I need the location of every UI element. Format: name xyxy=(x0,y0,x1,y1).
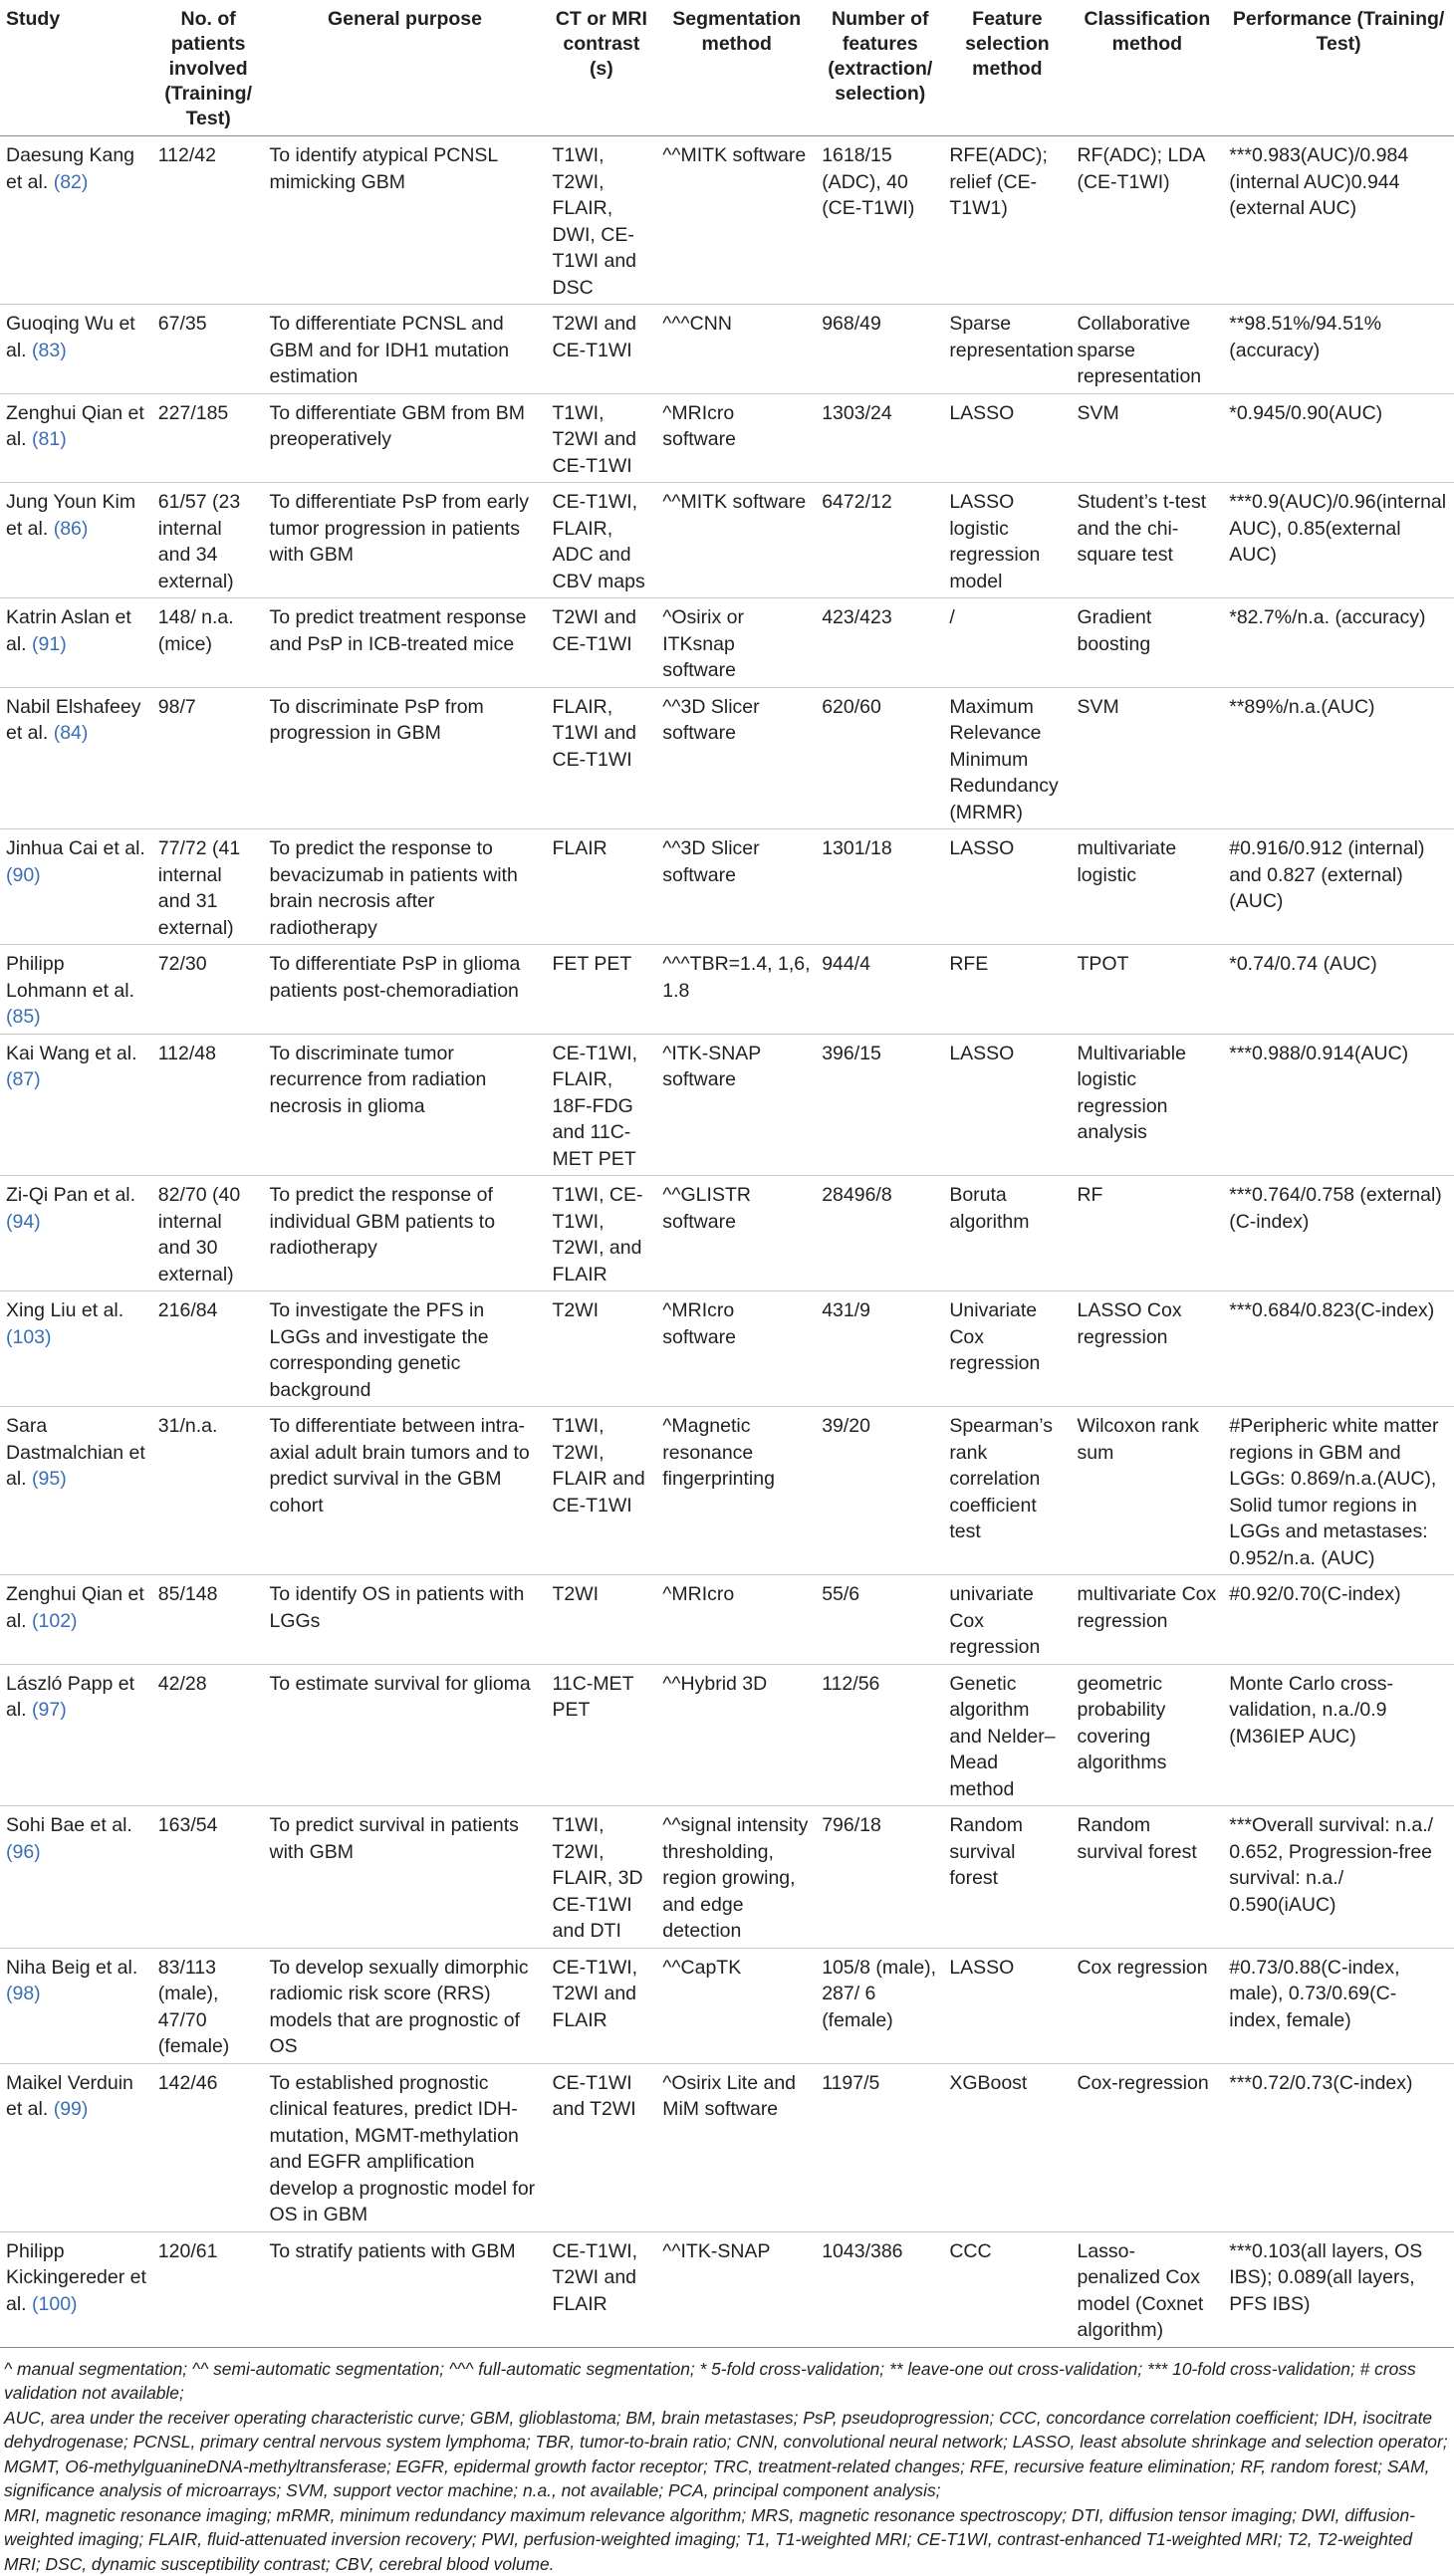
cell-purpose: To predict survival in patients with GBM xyxy=(264,1806,547,1949)
table-row xyxy=(0,598,1454,688)
cell-purpose: To predict the response of individual GBM patients to radiotherapy xyxy=(264,1176,547,1291)
cell-classification: LASSO Cox regression xyxy=(1071,1291,1223,1407)
cell-contrast: CE-T1WI, T2WI and FLAIR xyxy=(547,1948,657,2063)
cell-classification: RF(ADC); LDA (CE-T1WI) xyxy=(1071,136,1223,305)
cell-features: 796/18 xyxy=(817,1806,943,1949)
header-row xyxy=(0,0,1454,136)
cell-classification: Gradient boosting xyxy=(1071,598,1223,688)
cell-performance: *0.945/0.90(AUC) xyxy=(1223,393,1454,483)
cell-feature-selection: RFE xyxy=(943,945,1071,1035)
cell-purpose: To discriminate PsP from progression in GBM xyxy=(264,687,547,829)
cell-contrast: T2WI and CE-T1WI xyxy=(547,305,657,394)
cell-features: 968/49 xyxy=(817,305,943,394)
cell-contrast: CE-T1WI and T2WI xyxy=(547,2063,657,2231)
cell-contrast: T2WI xyxy=(547,1291,657,1407)
cell-feature-selection: Genetic algorithm and Nelder–Mead method xyxy=(943,1664,1071,1806)
reference-link[interactable]: (97) xyxy=(32,1699,67,1721)
reference-link[interactable]: (91) xyxy=(32,633,67,655)
cell-segmentation: ^Magnetic resonance fingerprinting xyxy=(656,1407,817,1575)
study-author: Sohi Bae et al. xyxy=(6,1814,132,1836)
study-author: Jung Youn Kim et al. xyxy=(6,491,135,540)
cell-segmentation: ^MRIcro software xyxy=(656,1291,817,1407)
cell-study xyxy=(0,829,153,945)
cell-classification: multivariate Cox regression xyxy=(1071,1575,1223,1665)
cell-performance: ***0.988/0.914(AUC) xyxy=(1223,1034,1454,1176)
study-author: Zi-Qi Pan et al. xyxy=(6,1184,135,1206)
table-row xyxy=(0,1034,1454,1176)
cell-classification: Cox regression xyxy=(1071,1948,1223,2063)
cell-performance: ***Overall survival: n.a./ 0.652, Progression-free survival: n.a./ 0.590(iAUC) xyxy=(1223,1806,1454,1949)
cell-study xyxy=(0,598,153,688)
cell-contrast: CE-T1WI, FLAIR, ADC and CBV maps xyxy=(547,483,657,598)
reference-link[interactable]: (96) xyxy=(6,1841,41,1863)
study-author: László Papp et al. xyxy=(6,1673,134,1722)
cell-patients: 67/35 xyxy=(153,305,264,394)
cell-features: 423/423 xyxy=(817,598,943,688)
cell-study xyxy=(0,1291,153,1407)
cell-patients: 163/54 xyxy=(153,1806,264,1949)
cell-patients: 98/7 xyxy=(153,687,264,829)
reference-link[interactable]: (83) xyxy=(32,340,67,361)
cell-segmentation: ^^signal intensity thresholding, region growing, and edge detection xyxy=(656,1806,817,1949)
cell-performance: ***0.103(all layers, OS IBS); 0.089(all layers, PFS IBS) xyxy=(1223,2231,1454,2347)
cell-study xyxy=(0,393,153,483)
table-body xyxy=(0,136,1454,2348)
table-row xyxy=(0,483,1454,598)
reference-link[interactable]: (90) xyxy=(6,864,41,886)
cell-patients: 148/ n.a.(mice) xyxy=(153,598,264,688)
table-row xyxy=(0,1575,1454,1665)
cell-segmentation: ^^CapTK xyxy=(656,1948,817,2063)
header-features: Number of features (extraction/ selection) xyxy=(817,0,943,136)
cell-patients: 112/42 xyxy=(153,136,264,305)
cell-features: 1303/24 xyxy=(817,393,943,483)
footnote-symbols: ^ manual segmentation; ^^ semi-automatic segmentation; ^^^ full-automatic segmentation; * 5-fold cross-validation; ** leave-one out cross-validation; *** 10-fold cross-validation; # cross validation not available; xyxy=(4,2357,1450,2406)
cell-purpose: To estimate survival for glioma xyxy=(264,1664,547,1806)
cell-purpose: To discriminate tumor recurrence from radiation necrosis in glioma xyxy=(264,1034,547,1176)
header-contrast: CT or MRI contrast (s) xyxy=(547,0,657,136)
cell-segmentation: ^^3D Slicer software xyxy=(656,829,817,945)
cell-classification: Wilcoxon rank sum xyxy=(1071,1407,1223,1575)
reference-link[interactable]: (82) xyxy=(54,171,89,193)
cell-patients: 142/46 xyxy=(153,2063,264,2231)
cell-contrast: T1WI, CE-T1WI, T2WI, and FLAIR xyxy=(547,1176,657,1291)
cell-performance: *0.74/0.74 (AUC) xyxy=(1223,945,1454,1035)
reference-link[interactable]: (100) xyxy=(32,2293,78,2315)
cell-features: 431/9 xyxy=(817,1291,943,1407)
cell-segmentation: ^Osirix or ITKsnap software xyxy=(656,598,817,688)
cell-study xyxy=(0,136,153,305)
cell-contrast: FLAIR xyxy=(547,829,657,945)
study-author: Zenghui Qian et al. xyxy=(6,402,144,451)
cell-performance: **98.51%/94.51% (accuracy) xyxy=(1223,305,1454,394)
reference-link[interactable]: (99) xyxy=(54,2098,89,2120)
cell-performance: #Peripheric white matter regions in GBM and LGGs: 0.869/n.a.(AUC), Solid tumor regions in LGGs and metastases: 0.952/n.a. (AUC) xyxy=(1223,1407,1454,1575)
footnote-abbreviations: AUC, area under the receiver operating characteristic curve; GBM, glioblastoma; BM, brain metastases; PsP, pseudoprogression; CCC, concordance correlation coefficient; IDH, isocitrate dehydrogenase; PCNSL, primary central nervous system lymphoma; TBR, tumor-to-brain ratio; CNN, convolutional neural network; LASSO, least absolute shrinkage and selection operator; MGMT, O6-methylguanineDNA-methyltransferase; EGFR, epidermal growth factor receptor; TRC, treatment-related changes; RFE, recursive feature elimination; RF, random forest; SAM, significance analysis of microarrays; SVM, support vector machine; n.a., not available; PCA, principal component analysis; xyxy=(4,2406,1450,2503)
study-author: Nabil Elshafeey et al. xyxy=(6,696,141,745)
cell-segmentation: ^ITK-SNAP software xyxy=(656,1034,817,1176)
table-row xyxy=(0,1291,1454,1407)
cell-features: 396/15 xyxy=(817,1034,943,1176)
cell-patients: 216/84 xyxy=(153,1291,264,1407)
cell-segmentation: ^^^CNN xyxy=(656,305,817,394)
study-author: Jinhua Cai et al. xyxy=(6,837,145,859)
table-row xyxy=(0,1806,1454,1949)
cell-contrast: T1WI, T2WI, FLAIR and CE-T1WI xyxy=(547,1407,657,1575)
cell-study xyxy=(0,1664,153,1806)
cell-contrast: T2WI and CE-T1WI xyxy=(547,598,657,688)
reference-link[interactable]: (94) xyxy=(6,1211,41,1233)
cell-features: 39/20 xyxy=(817,1407,943,1575)
cell-performance: **89%/n.a.(AUC) xyxy=(1223,687,1454,829)
cell-patients: 85/148 xyxy=(153,1575,264,1665)
table-row xyxy=(0,2231,1454,2347)
cell-segmentation: ^^MITK software xyxy=(656,483,817,598)
study-author: Sara Dastmalchian et al. xyxy=(6,1415,145,1490)
reference-link[interactable]: (86) xyxy=(54,518,89,540)
cell-purpose: To differentiate PsP in glioma patients post-chemoradiation xyxy=(264,945,547,1035)
cell-classification: SVM xyxy=(1071,687,1223,829)
cell-patients: 112/48 xyxy=(153,1034,264,1176)
cell-feature-selection: univariate Cox regression xyxy=(943,1575,1071,1665)
cell-patients: 120/61 xyxy=(153,2231,264,2347)
table-row xyxy=(0,2063,1454,2231)
reference-link[interactable]: (98) xyxy=(6,1983,41,2004)
cell-study xyxy=(0,945,153,1035)
cell-features: 1618/15 (ADC), 40 (CE-T1WI) xyxy=(817,136,943,305)
cell-features: 112/56 xyxy=(817,1664,943,1806)
cell-patients: 82/70 (40 internal and 30 external) xyxy=(153,1176,264,1291)
table-row xyxy=(0,829,1454,945)
cell-performance: ***0.72/0.73(C-index) xyxy=(1223,2063,1454,2231)
cell-performance: *82.7%/n.a. (accuracy) xyxy=(1223,598,1454,688)
cell-feature-selection: Spearman’s rank correlation coefficient test xyxy=(943,1407,1071,1575)
cell-study xyxy=(0,305,153,394)
cell-study xyxy=(0,1407,153,1575)
table-row xyxy=(0,305,1454,394)
reference-link[interactable]: (102) xyxy=(32,1610,78,1632)
cell-performance: ***0.9(AUC)/0.96(internal AUC), 0.85(external AUC) xyxy=(1223,483,1454,598)
footnote-abbreviations-continued: MRI, magnetic resonance imaging; mRMR, minimum redundancy maximum relevance algorithm; MRS, magnetic resonance spectroscopy; DTI, diffusion tensor imaging; DWI, diffusion-weighted imaging; FLAIR, fluid-attenuated inversion recovery; PWI, perfusion-weighted imaging; T1, T1-weighted MRI; CE-T1WI, contrast-enhanced T1-weighted MRI; T2, T2-weighted MRI; DSC, dynamic susceptibility contrast; CBV, cerebral blood volume. xyxy=(4,2503,1450,2576)
cell-feature-selection: LASSO xyxy=(943,1948,1071,2063)
cell-features: 6472/12 xyxy=(817,483,943,598)
table-row xyxy=(0,136,1454,305)
cell-features: 105/8 (male), 287/ 6 (female) xyxy=(817,1948,943,2063)
cell-contrast: 11C-MET PET xyxy=(547,1664,657,1806)
cell-purpose: To differentiate between intra-axial adult brain tumors and to predict survival in the GBM cohort xyxy=(264,1407,547,1575)
cell-purpose: To develop sexually dimorphic radiomic risk score (RRS) models that are prognostic of OS xyxy=(264,1948,547,2063)
reference-link[interactable]: (103) xyxy=(6,1326,52,1348)
cell-contrast: CE-T1WI, T2WI and FLAIR xyxy=(547,2231,657,2347)
cell-feature-selection: LASSO xyxy=(943,1034,1071,1176)
cell-contrast: FLAIR, T1WI and CE-T1WI xyxy=(547,687,657,829)
cell-study xyxy=(0,1806,153,1949)
table-footnotes xyxy=(0,2348,1454,2576)
cell-segmentation: ^MRIcro xyxy=(656,1575,817,1665)
cell-performance: ***0.764/0.758 (external) (C-index) xyxy=(1223,1176,1454,1291)
cell-study xyxy=(0,1034,153,1176)
cell-purpose: To stratify patients with GBM xyxy=(264,2231,547,2347)
header-feature-selection: Feature selection method xyxy=(943,0,1071,136)
cell-study xyxy=(0,687,153,829)
cell-classification: Collaborative sparse representation xyxy=(1071,305,1223,394)
cell-contrast: CE-T1WI, FLAIR, 18F-FDG and 11C-MET PET xyxy=(547,1034,657,1176)
cell-patients: 83/113 (male), 47/70 (female) xyxy=(153,1948,264,2063)
cell-performance: Monte Carlo cross-validation, n.a./0.9 (M36IEP AUC) xyxy=(1223,1664,1454,1806)
cell-classification: Random survival forest xyxy=(1071,1806,1223,1949)
reference-link[interactable]: (87) xyxy=(6,1068,41,1090)
table-row xyxy=(0,1664,1454,1806)
cell-contrast: T2WI xyxy=(547,1575,657,1665)
study-author: Zenghui Qian et al. xyxy=(6,1583,144,1632)
cell-patients: 61/57 (23 internal and 34 external) xyxy=(153,483,264,598)
cell-features: 55/6 xyxy=(817,1575,943,1665)
table-row xyxy=(0,1176,1454,1291)
study-author: Daesung Kang et al. xyxy=(6,144,134,193)
table-row xyxy=(0,1948,1454,2063)
cell-patients: 72/30 xyxy=(153,945,264,1035)
cell-segmentation: ^^MITK software xyxy=(656,136,817,305)
cell-feature-selection: LASSO logistic regression model xyxy=(943,483,1071,598)
cell-feature-selection: Univariate Cox regression xyxy=(943,1291,1071,1407)
header-study: Study xyxy=(0,0,153,136)
cell-classification: RF xyxy=(1071,1176,1223,1291)
cell-classification: Cox-regression xyxy=(1071,2063,1223,2231)
header-purpose: General purpose xyxy=(264,0,547,136)
cell-contrast: T1WI, T2WI, FLAIR, 3D CE-T1WI and DTI xyxy=(547,1806,657,1949)
reference-link[interactable]: (95) xyxy=(32,1468,67,1490)
cell-patients: 42/28 xyxy=(153,1664,264,1806)
table-row xyxy=(0,687,1454,829)
cell-features: 620/60 xyxy=(817,687,943,829)
cell-purpose: To differentiate PCNSL and GBM and for IDH1 mutation estimation xyxy=(264,305,547,394)
cell-features: 944/4 xyxy=(817,945,943,1035)
study-author: Xing Liu et al. xyxy=(6,1299,123,1321)
study-author: Katrin Aslan et al. xyxy=(6,606,131,655)
study-author: Kai Wang et al. xyxy=(6,1043,137,1064)
table-row xyxy=(0,393,1454,483)
table-row xyxy=(0,945,1454,1035)
cell-contrast: T1WI, T2WI, FLAIR, DWI, CE-T1WI and DSC xyxy=(547,136,657,305)
cell-purpose: To predict treatment response and PsP in ICB-treated mice xyxy=(264,598,547,688)
reference-link[interactable]: (85) xyxy=(6,1006,41,1028)
cell-feature-selection: LASSO xyxy=(943,829,1071,945)
study-author: Guoqing Wu et al. xyxy=(6,313,135,361)
cell-study xyxy=(0,1948,153,2063)
header-patients: No. of patients involved (Training/ Test) xyxy=(153,0,264,136)
cell-feature-selection: Sparse representation xyxy=(943,305,1071,394)
cell-performance: ***0.983(AUC)/0.984 (internal AUC)0.944 (external AUC) xyxy=(1223,136,1454,305)
reference-link[interactable]: (84) xyxy=(54,722,89,744)
cell-purpose: To established prognostic clinical features, predict IDH-mutation, MGMT-methylation and EGFR amplification develop a prognostic model for OS in GBM xyxy=(264,2063,547,2231)
header-performance: Performance (Training/ Test) xyxy=(1223,0,1454,136)
cell-classification: TPOT xyxy=(1071,945,1223,1035)
table-row xyxy=(0,1407,1454,1575)
study-author: Maikel Verduin et al. xyxy=(6,2072,133,2121)
cell-segmentation: ^^GLISTR software xyxy=(656,1176,817,1291)
cell-purpose: To investigate the PFS in LGGs and investigate the corresponding genetic background xyxy=(264,1291,547,1407)
study-author: Philipp Kickingereder et al. xyxy=(6,2240,146,2315)
cell-performance: #0.916/0.912 (internal) and 0.827 (external)(AUC) xyxy=(1223,829,1454,945)
cell-feature-selection: Random survival forest xyxy=(943,1806,1071,1949)
cell-purpose: To identify atypical PCNSL mimicking GBM xyxy=(264,136,547,305)
cell-patients: 31/n.a. xyxy=(153,1407,264,1575)
cell-performance: #0.73/0.88(C-index, male), 0.73/0.69(C-index, female) xyxy=(1223,1948,1454,2063)
cell-segmentation: ^Osirix Lite and MiM software xyxy=(656,2063,817,2231)
reference-link[interactable]: (81) xyxy=(32,428,67,450)
cell-study xyxy=(0,483,153,598)
cell-patients: 77/72 (41 internal and 31 external) xyxy=(153,829,264,945)
cell-segmentation: ^^Hybrid 3D xyxy=(656,1664,817,1806)
cell-contrast: T1WI, T2WI and CE-T1WI xyxy=(547,393,657,483)
header-segmentation: Segmentation method xyxy=(656,0,817,136)
cell-feature-selection: CCC xyxy=(943,2231,1071,2347)
cell-features: 28496/8 xyxy=(817,1176,943,1291)
cell-classification: geometric probability covering algorithms xyxy=(1071,1664,1223,1806)
study-author: Niha Beig et al. xyxy=(6,1957,137,1979)
cell-purpose: To identify OS in patients with LGGs xyxy=(264,1575,547,1665)
cell-features: 1301/18 xyxy=(817,829,943,945)
cell-purpose: To differentiate PsP from early tumor progression in patients with GBM xyxy=(264,483,547,598)
cell-contrast: FET PET xyxy=(547,945,657,1035)
cell-purpose: To predict the response to bevacizumab in patients with brain necrosis after radiotherapy xyxy=(264,829,547,945)
cell-features: 1043/386 xyxy=(817,2231,943,2347)
cell-classification: Student’s t-test and the chi-square test xyxy=(1071,483,1223,598)
cell-feature-selection: / xyxy=(943,598,1071,688)
cell-feature-selection: Boruta algorithm xyxy=(943,1176,1071,1291)
cell-classification: Multivariable logistic regression analysis xyxy=(1071,1034,1223,1176)
cell-performance: #0.92/0.70(C-index) xyxy=(1223,1575,1454,1665)
cell-patients: 227/185 xyxy=(153,393,264,483)
cell-classification: multivariate logistic xyxy=(1071,829,1223,945)
study-author: Philipp Lohmann et al. xyxy=(6,953,134,1002)
cell-classification: Lasso-penalized Cox model (Coxnet algorithm) xyxy=(1071,2231,1223,2347)
cell-study xyxy=(0,1176,153,1291)
cell-study xyxy=(0,2231,153,2347)
cell-purpose: To differentiate GBM from BM preoperatively xyxy=(264,393,547,483)
cell-feature-selection: Maximum Relevance Minimum Redundancy (MRMR) xyxy=(943,687,1071,829)
header-classification: Classification method xyxy=(1071,0,1223,136)
cell-study xyxy=(0,2063,153,2231)
cell-study xyxy=(0,1575,153,1665)
cell-segmentation: ^^^TBR=1.4, 1,6, 1.8 xyxy=(656,945,817,1035)
cell-segmentation: ^^ITK-SNAP xyxy=(656,2231,817,2347)
cell-feature-selection: XGBoost xyxy=(943,2063,1071,2231)
cell-segmentation: ^^3D Slicer software xyxy=(656,687,817,829)
cell-feature-selection: RFE(ADC); relief (CE-T1W1) xyxy=(943,136,1071,305)
cell-segmentation: ^MRIcro software xyxy=(656,393,817,483)
cell-feature-selection: LASSO xyxy=(943,393,1071,483)
cell-features: 1197/5 xyxy=(817,2063,943,2231)
table-header xyxy=(0,0,1454,136)
cell-performance: ***0.684/0.823(C-index) xyxy=(1223,1291,1454,1407)
cell-classification: SVM xyxy=(1071,393,1223,483)
